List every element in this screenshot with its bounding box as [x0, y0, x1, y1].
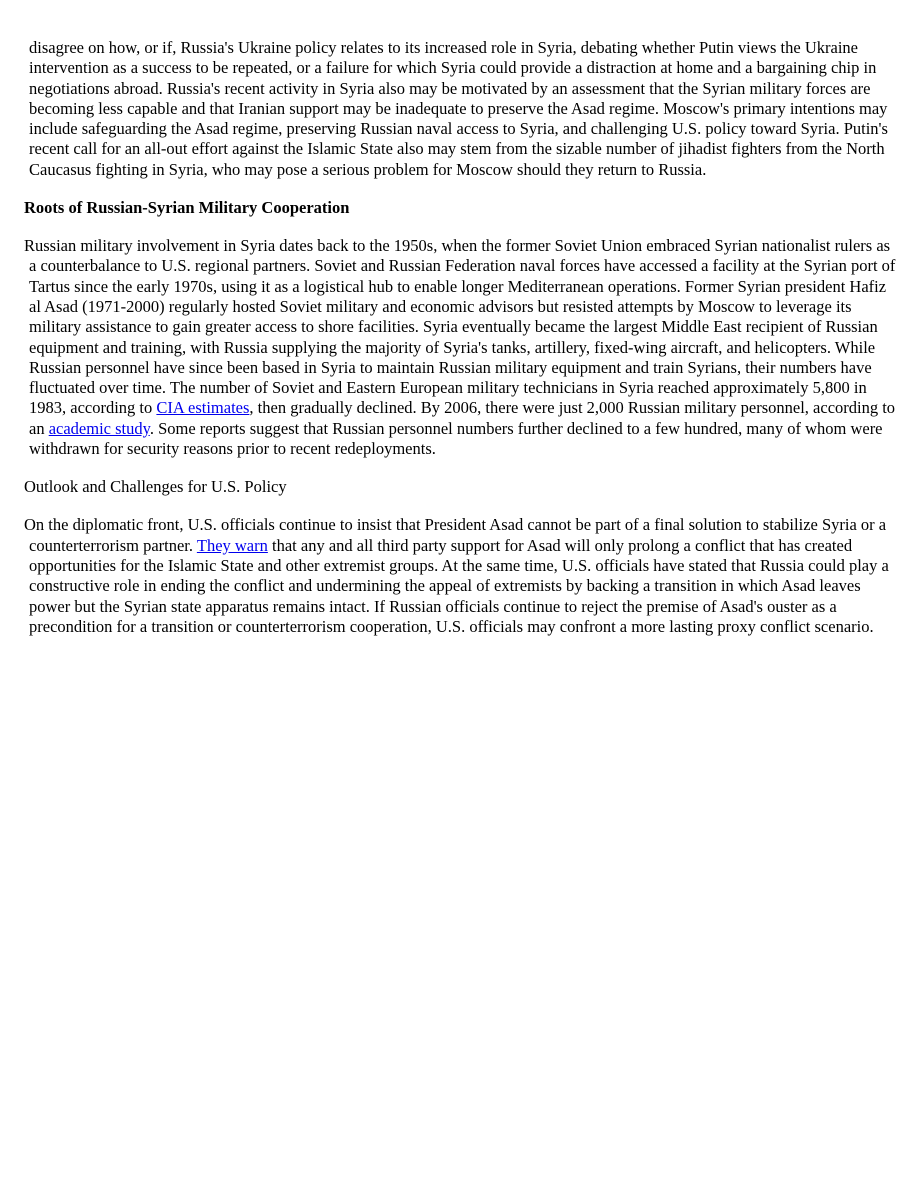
- roots-text-3: . Some reports suggest that Russian personnel numbers further declined to a few hundred, many of whom were withdrawn for security reasons prior to recent redeployments.: [29, 418, 883, 459]
- outlook-text-2: that any and all third party support for Asad will only prolong a conflict that has created opportunities for the Islamic State and other extremist groups. At the same time, U.S. officials have stated that Russia could play a constructive role in ending the conflict and undermining the appeal of extremists by backing a transition in which Asad leaves power but the Syrian state apparatus remains intact. If Russian officials continue to reject the premise of Asad's ouster as a precondition for a transition or counterterrorism cooperation, U.S. officials may confront a more lasting proxy conflict scenario.: [29, 535, 889, 636]
- outlook-text-1: On the diplomatic front, U.S. officials continue to insist that President Asad cannot be part of a final solution to stabilize Syria or a counterterrorism partner.: [24, 515, 887, 555]
- roots-text-2: , then gradually declined. By 2006, there were just 2,000 Russian military personnel, according to an: [29, 398, 896, 438]
- academic-study-link[interactable]: academic study: [48, 418, 150, 438]
- cia-estimates-link[interactable]: CIA estimates: [156, 398, 250, 418]
- roots-paragraph: [24, 236, 896, 459]
- roots-text-1: Russian military involvement in Syria dates back to the 1950s, when the former Soviet Union embraced Syrian nationalist rulers as a counterbalance to U.S. regional partners. Soviet and Russian Federation naval forces have accessed a facility at the Syrian port of Tartus since the early 1970s, using it as a logistical hub to enable longer Mediterranean operations. Former Syrian president Hafiz al Asad (1971-2000) regularly hosted Soviet military and economic advisors but resisted attempts by Moscow to leverage its military assistance to gain greater access to shore facilities. Syria eventually became the largest Middle East recipient of Russian equipment and training, with Russia supplying the majority of Syria's tanks, artillery, fixed-wing aircraft, and helicopters. While Russian personnel have since been based in Syria to maintain Russian military equipment and train Syrians, their numbers have fluctuated over time. The number of Soviet and Eastern European military technicians in Syria reached approximately 5,800 in 1983, according to: [24, 236, 896, 418]
- intro-paragraph: disagree on how, or if, Russia's Ukraine policy relates to its increased role in Syria, debating whether Putin views the Ukraine intervention as a success to be repeated, or a failure for which Syria could provide a distraction at home and a bargaining chip in negotiations abroad. Russia's recent activity in Syria also may be motivated by an assessment that the Syrian military forces are becoming less capable and that Iranian support may be inadequate to preserve the Asad regime. Moscow's primary intentions may include safeguarding the Asad regime, preserving Russian naval access to Syria, and challenging U.S. policy toward Syria. Putin's recent call for an all-out effort against the Islamic State also may stem from the sizable number of jihadist fighters from the North Caucasus fighting in Syria, who may pose a serious problem for Moscow should they return to Russia.: [29, 38, 888, 179]
- outlook-paragraph: [24, 515, 896, 637]
- document-body: [24, 38, 896, 637]
- they-warn-link[interactable]: They warn: [196, 535, 268, 555]
- section-heading-roots: Roots of Russian-Syrian Military Cooperation: [24, 198, 350, 218]
- section-heading-outlook: Outlook and Challenges for U.S. Policy: [24, 477, 287, 497]
